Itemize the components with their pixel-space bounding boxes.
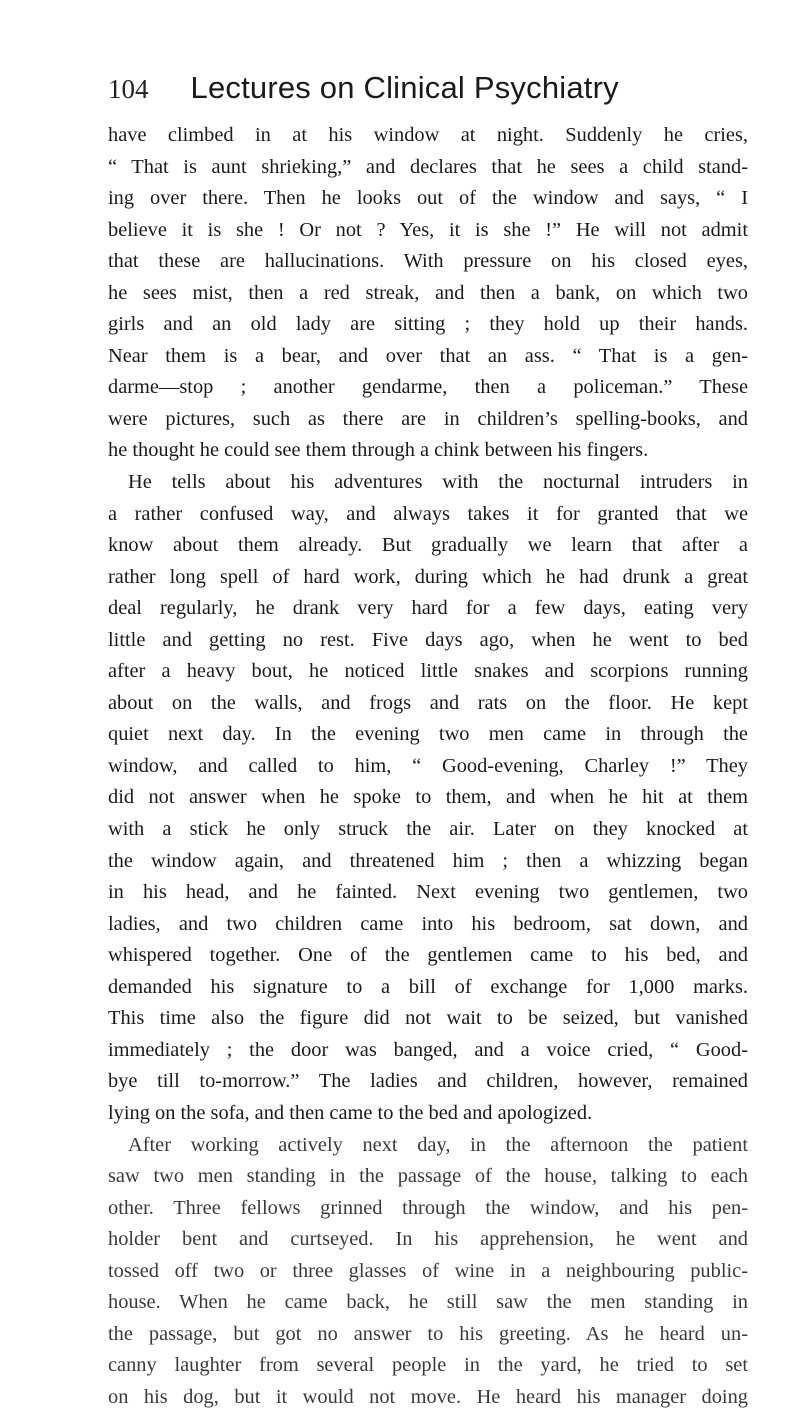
text-line: the window again, and threatened him ; then a whizzing began xyxy=(108,849,748,872)
paragraph-start-line: After working actively next day, in the afternoon the patient xyxy=(128,1133,748,1156)
text-line: deal regularly, he drank very hard for a few days, eating very xyxy=(108,597,748,620)
text-line: other. Three fellows grinned through the window, and his pen- xyxy=(108,1196,748,1219)
text-line: holder bent and curtseyed. In his apprehension, he went and xyxy=(108,1228,748,1251)
text-line: girls and an old lady are sitting ; they hold up their hands. xyxy=(108,313,748,336)
text-line: bye till to-morrow.” The ladies and children, however, remained xyxy=(108,1070,748,1093)
text-line: tossed off two or three glasses of wine in a neighbouring public- xyxy=(108,1259,748,1282)
text-line: about on the walls, and frogs and rats on the floor. He kept xyxy=(108,691,748,714)
text-line: “ That is aunt shrieking,” and declares that he sees a child stand- xyxy=(108,155,748,178)
paragraph-start-line: He tells about his adventures with the nocturnal intruders in xyxy=(128,471,748,494)
text-line: were pictures, such as there are in children’s spelling-books, and xyxy=(108,407,748,430)
text-line: immediately ; the door was banged, and a voice cried, “ Good- xyxy=(108,1038,748,1061)
text-line: believe it is she ! Or not ? Yes, it is she !” He will not admit xyxy=(108,218,748,241)
text-line: that these are hallucinations. With pressure on his closed eyes, xyxy=(108,250,748,273)
text-line: a rather confused way, and always takes it for granted that we xyxy=(108,502,748,525)
text-line: This time also the figure did not wait to be seized, but vanished xyxy=(108,1007,748,1030)
text-line: ing over there. Then he looks out of the window and says, “ I xyxy=(108,187,748,210)
text-line: canny laughter from several people in the yard, he tried to set xyxy=(108,1354,748,1377)
text-line: house. When he came back, he still saw the men standing in xyxy=(108,1291,748,1314)
text-line: with a stick he only struck the air. Later on they knocked at xyxy=(108,818,748,841)
text-line: know about them already. But gradually we learn that after a xyxy=(108,534,748,557)
text-line: darme—stop ; another gendarme, then a policeman.” These xyxy=(108,376,748,399)
text-line: on his dog, but it would not move. He heard his manager doing xyxy=(108,1385,748,1408)
text-line: in his head, and he fainted. Next evening two gentlemen, two xyxy=(108,881,748,904)
text-line: he thought he could see them through a chink between his fingers. xyxy=(108,439,649,462)
text-line: quiet next day. In the evening two men came in through the xyxy=(108,723,748,746)
text-line: lying on the sofa, and then came to the bed and apologized. xyxy=(108,1101,593,1124)
text-line: saw two men standing in the passage of the house, talking to each xyxy=(108,1165,748,1188)
text-line: did not answer when he spoke to them, and when he hit at them xyxy=(108,786,748,809)
page-heading: Lectures on Clinical Psychiatry xyxy=(190,70,619,105)
text-line: window, and called to him, “ Good-evening, Charley !” They xyxy=(108,754,748,777)
body-text xyxy=(108,120,748,1413)
text-line: Near them is a bear, and over that an ass. “ That is a gen- xyxy=(108,344,748,367)
text-line: demanded his signature to a bill of exchange for 1,000 marks. xyxy=(108,975,748,998)
running-head xyxy=(108,70,748,110)
page-number: 104 xyxy=(108,74,149,104)
text-line: ladies, and two children came into his bedroom, sat down, and xyxy=(108,912,748,935)
text-line: he sees mist, then a red streak, and then a bank, on which two xyxy=(108,281,748,304)
text-line: whispered together. One of the gentlemen came to his bed, and xyxy=(108,944,748,967)
text-line: have climbed in at his window at night. Suddenly he cries, xyxy=(108,124,748,146)
text-line: the passage, but got no answer to his greeting. As he heard un- xyxy=(108,1322,748,1345)
text-line: little and getting no rest. Five days ago, when he went to bed xyxy=(108,628,748,651)
text-line: rather long spell of hard work, during which he had drunk a great xyxy=(108,565,748,588)
text-line: after a heavy bout, he noticed little snakes and scorpions running xyxy=(108,660,748,683)
